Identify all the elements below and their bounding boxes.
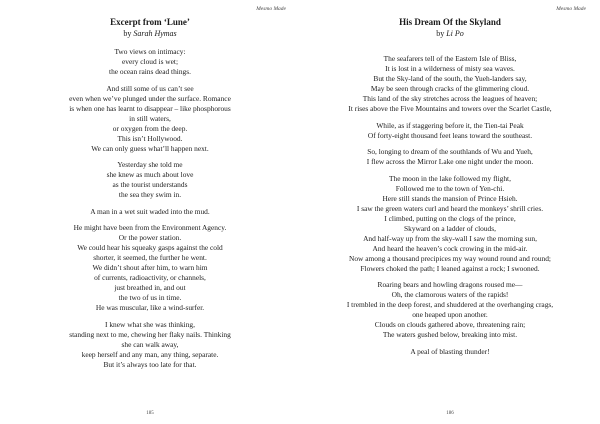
stanza [300, 121, 600, 141]
poem-line: And half-way up from the sky-wall I saw the morning sun, [363, 233, 537, 243]
poem-line: shorter, it seemed, the further he went. [93, 253, 207, 262]
poem-line: as the tourist understands [112, 180, 188, 189]
poem-title: Excerpt from ‘Lune’ [110, 17, 190, 27]
poem-line: Of forty-eight thousand feet leans toward the southeast. [367, 130, 533, 140]
poem-line: So, longing to dream of the southlands of Wu and Yueh, [367, 147, 533, 156]
poem-line: one heaped upon another. [412, 310, 488, 319]
stanza [0, 84, 300, 154]
poem-line: It rises above the Five Mountains and towers over the Scarlet Castle, [348, 104, 552, 113]
poem-line: I climbed, putting on the clogs of the prince, [384, 213, 516, 223]
poem-byline [300, 29, 600, 38]
page-number: 186 [446, 411, 454, 416]
poem-line: Roaring bears and howling dragons roused me— [377, 280, 523, 289]
poem-line: the ocean rains dead things. [109, 67, 191, 76]
poem-line: The moon in the lake followed my flight, [389, 173, 511, 183]
poem-line: May be seen through cracks of the glimmering cloud. [370, 84, 530, 93]
poem-line: Yesterday she told me [117, 160, 183, 169]
poem-line: Here still stands the mansion of Prince Hsieh. [382, 193, 518, 203]
poem-line: We can only guess what’ll happen next. [91, 143, 209, 153]
poem-line: or oxygen from the deep. [112, 123, 188, 133]
poem-body [300, 54, 600, 363]
stanza [300, 280, 600, 340]
poem-line: Followed me to the town of Yen-chi. [395, 183, 505, 193]
poem-line: even when we’ve plunged under the surface. Romance [69, 93, 231, 103]
poem-line: keep herself and any man, any thing, separate. [81, 349, 219, 359]
poem-line: But the Sky-land of the south, the Yueh-landers say, [373, 74, 527, 83]
stanza [0, 160, 300, 200]
poem-line: is when one has learnt to disappear – like phosphorous [69, 103, 231, 113]
running-head: Mesmo Made [256, 6, 286, 12]
poem-line: the two of us in time. [118, 293, 182, 302]
stanza [300, 347, 600, 357]
poem-author: Li Po [446, 29, 464, 38]
poem-line: standing next to me, chewing her flaky nails. Thinking [69, 329, 231, 339]
stanza [300, 174, 600, 274]
poem-line: Or the power station. [118, 233, 182, 242]
poem-body [0, 47, 300, 376]
stanza [0, 47, 300, 77]
poem-line: The waters gushed below, breaking into mist. [382, 330, 518, 339]
stanza [300, 147, 600, 167]
poem-line: Two views on intimacy: [114, 47, 186, 56]
poem-line: the sea they swim in. [118, 190, 182, 199]
poem-line: He might have been from the Environment Agency. [73, 223, 227, 232]
byline-prefix: by [436, 29, 445, 38]
poem-line: The seafarers tell of the Eastern Isle of Bliss, [383, 54, 517, 63]
poem-line: Oh, the clamorous waters of the rapids! [391, 290, 509, 299]
poem-line: A peal of blasting thunder! [410, 346, 490, 356]
poem-line: Flowers choked the path; I leaned against a rock; I swooned. [360, 263, 540, 273]
poem-byline [0, 29, 300, 38]
poem-line: And still some of us can’t see [106, 83, 194, 93]
poem-line: of currents, radioactivity, or channels, [94, 273, 206, 282]
poem-line: He was muscular, like a wind-surfer. [95, 303, 205, 312]
poem-line: she can walk away, [121, 339, 179, 349]
poem-line: It is lost in a wilderness of misty sea waves. [385, 64, 515, 73]
poem-line: Skyward on a ladder of clouds, [404, 223, 496, 233]
stanza [300, 54, 600, 114]
poem-line: Now among a thousand precipices my way wound round and round; [349, 253, 551, 263]
running-head: Mesmo Made [556, 6, 586, 12]
poem-line: just breathed in, and out [114, 283, 186, 292]
right-page [300, 0, 600, 424]
poem-line: I saw the green waters curl and heard the monkeys’ shrill cries. [356, 203, 544, 213]
stanza [0, 320, 300, 370]
poem-line: This isn’t Hollywood. [117, 133, 183, 143]
byline-prefix: by [123, 29, 132, 38]
poem-line: she knew as much about love [106, 170, 194, 179]
poem-line: We could hear his squeaky gasps against the cold [77, 243, 223, 252]
page-number: 185 [146, 411, 154, 416]
poem-line: I knew what she was thinking, [105, 319, 195, 329]
poem-line: This land of the sky stretches across the leagues of heaven; [362, 94, 538, 103]
poem-line: Clouds on clouds gathered above, threatening rain; [374, 320, 526, 329]
poem-line: While, as if staggering before it, the Tien-tai Peak [376, 120, 524, 130]
stanza [0, 207, 300, 217]
poem-line: I trembled in the deep forest, and shuddered at the overhanging crags, [346, 300, 554, 309]
poem-title: His Dream Of the Skyland [399, 17, 501, 27]
stanza [0, 223, 300, 313]
poem-author: Sarah Hymas [133, 29, 177, 38]
poem-line: every cloud is wet; [121, 57, 179, 66]
poem-line: in still waters, [129, 113, 171, 123]
poem-line: I flew across the Mirror Lake one night under the moon. [366, 157, 534, 166]
poem-line: But it’s always too late for that. [103, 359, 197, 369]
poem-line: A man in a wet suit waded into the mud. [90, 206, 210, 216]
poem-line: And heard the heaven’s cock crowing in the mid-air. [372, 243, 528, 253]
poem-line: We didn’t shout after him, to warn him [92, 263, 208, 272]
